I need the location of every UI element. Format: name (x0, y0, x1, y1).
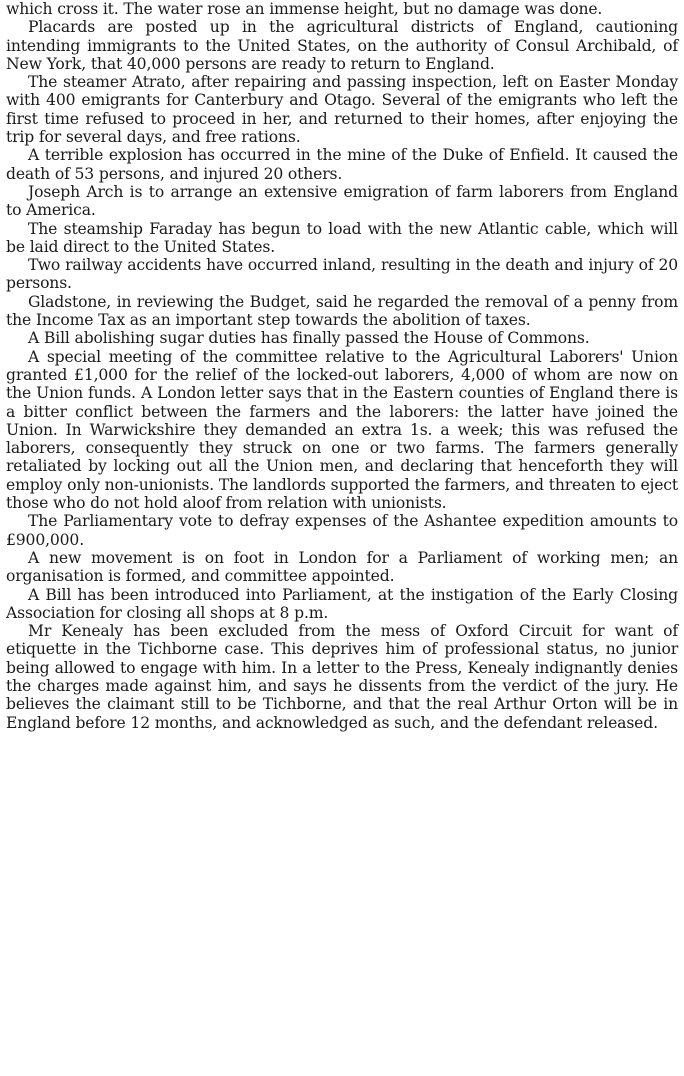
paragraph-kenealy: Mr Kenealy has been excluded from the mess of Oxford Circuit for want of etiquette in the Tichborne case. This deprives him of professional status, no junior being allowed to engage with him. In a letter to the Press, Kenealy indignantly denies the charges made against him, and says he dissents from the verdict of the jury. He believes the claimant still to be Tichborne, and that the real Arthur Orton will be in England before 12 months, and acknowledged as such, and the defendant released. (6, 622, 678, 732)
newspaper-column (6, 0, 678, 732)
paragraph-gladstone-budget: Gladstone, in reviewing the Budget, said he regarded the removal of a penny from the Income Tax as an important step towards the abolition of taxes. (6, 292, 678, 330)
paragraph-steamer-atrato: The steamer Atrato, after repairing and passing inspection, left on Easter Monday with 400 emigrants for Canterbury and Otago. Several of the emigrants who left the first time refused to proceed in her, and returned to their homes, after enjoying the trip for several days, and free rations. (6, 73, 678, 147)
paragraph-early-closing: A Bill has been introduced into Parliament, at the instigation of the Early Closing Association for closing all shops at 8 p.m. (6, 585, 678, 622)
paragraph-joseph-arch: Joseph Arch is to arrange an extensive emigration of farm laborers from England to America. (6, 182, 678, 220)
paragraph-laborers-union: A special meeting of the committee relative to the Agricultural Laborers' Union granted £1,000 for the relief of the locked-out laborers, 4,000 of whom are now on the Union funds. A London letter says that in the Eastern counties of England there is a bitter conflict between the farmers and the laborers: the latter have joined the Union. In Warwickshire they demanded an extra 1s. a week; this was refused the laborers, consequently they struck on one or two farms. The farmers generally retaliated by locking out all the Union men, and declaring that henceforth they will employ only non-unionists. The landlords supported the farmers, and threaten to eject those who do not hold aloof from relation with unionists. (6, 347, 678, 513)
paragraph-ashantee-vote: The Parliamentary vote to defray expenses of the Ashantee expedition amounts to £900,000. (6, 512, 678, 549)
paragraph-sugar-duties: A Bill abolishing sugar duties has finally passed the House of Commons. (28, 329, 590, 348)
paragraph-faraday-cable: The steamship Faraday has begun to load with the new Atlantic cable, which will be laid direct to the United States. (6, 219, 678, 256)
paragraph-working-men-parliament: A new movement is on foot in London for a Parliament of working men; an organisation is formed, and committee appointed. (6, 548, 678, 586)
paragraph-flood-continuation: which cross it. The water rose an immense height, but no damage was done. (6, 0, 603, 18)
paragraph-explosion: A terrible explosion has occurred in the mine of the Duke of Enfield. It caused the death of 53 persons, and injured 20 others. (6, 146, 678, 183)
paragraph-placards: Placards are posted up in the agricultural districts of England, cautioning intending immigrants to the United States, on the authority of Consul Archibald, of New York, that 40,000 persons are ready to return to England. (6, 18, 678, 73)
paragraph-railway-accidents: Two railway accidents have occurred inland, resulting in the death and injury of 20 persons. (6, 256, 678, 293)
